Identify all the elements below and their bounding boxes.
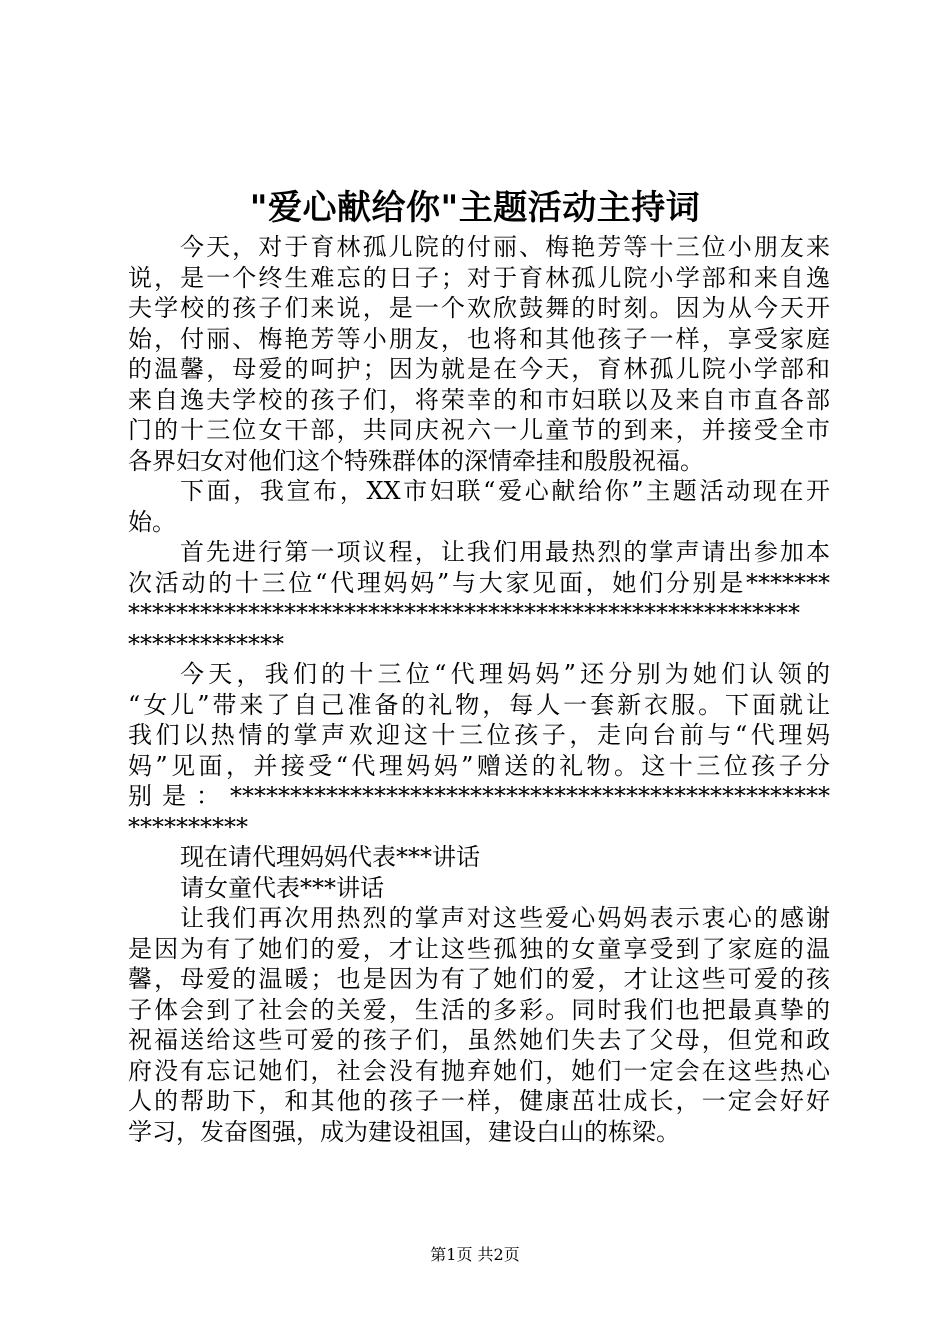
body-line: 馨，母爱的温暖；也是因为有了她们的爱，才让这些可爱的孩 xyxy=(128,965,830,993)
body-line: 祝福送给这些可爱的孩子们，虽然她们失去了父母，但党和政 xyxy=(128,1026,830,1054)
body-line: ******************************************************** xyxy=(128,599,800,627)
body-line: “女儿”带来了自己准备的礼物，每人一套新衣服。下面就让 xyxy=(128,690,830,719)
body-line: 来自逸夫学校的孩子们，将荣幸的和市妇联以及来自市直各部 xyxy=(128,385,830,414)
body-line: 今天，对于育林孤儿院的付丽、梅艳芳等十三位小朋友来 xyxy=(180,233,830,261)
body-line: 别是：************************************************** xyxy=(128,782,830,810)
body-line: 今天，我们的十三位“代理妈妈”还分别为她们认领的 xyxy=(180,660,830,688)
body-line: ********** xyxy=(128,812,248,841)
body-line: 我们以热情的掌声欢迎这十三位孩子，走向台前与“代理妈 xyxy=(128,721,830,749)
body-line: 是因为有了她们的爱，才让这些孤独的女童享受到了家庭的温 xyxy=(128,934,830,963)
body-line: 始。 xyxy=(128,507,176,536)
body-line: ************* xyxy=(128,629,284,658)
document-title: "爱心献给你"主题活动主持词 xyxy=(249,188,701,228)
page-footer: 第1页 共2页 xyxy=(430,1245,520,1264)
body-line: 的温馨，母爱的呵护；因为就是在今天，育林孤儿院小学部和 xyxy=(128,355,830,383)
body-line: 子体会到了社会的关爱，生活的多彩。同时我们也把最真挚的 xyxy=(128,995,830,1024)
body-line: 人的帮助下，和其他的孩子一样，健康茁壮成长，一定会好好 xyxy=(128,1087,830,1115)
body-line: 现在请代理妈妈代表***讲话 xyxy=(180,843,480,871)
body-line: 始，付丽、梅艳芳等小朋友，也将和其他孩子一样，享受家庭 xyxy=(128,324,830,353)
document-body xyxy=(128,232,830,1147)
body-line: 学习，发奋图强，成为建设祖国，建设白山的栋梁。 xyxy=(128,1117,680,1146)
body-line: 夫学校的孩子们来说，是一个欢欣鼓舞的时刻。因为从今天开 xyxy=(128,294,830,322)
body-line: 府没有忘记她们，社会没有抛弃她们，她们一定会在这些热心 xyxy=(128,1056,830,1085)
body-line: 下面，我宣布，XX市妇联“爱心献给你”主题活动现在开 xyxy=(180,477,830,505)
body-line: 各界妇女对他们这个特殊群体的深情牵挂和殷殷祝福。 xyxy=(128,446,704,475)
body-line: 妈”见面，并接受“代理妈妈”赠送的礼物。这十三位孩子分 xyxy=(128,751,830,780)
body-line: 说，是一个终生难忘的日子；对于育林孤儿院小学部和来自逸 xyxy=(128,263,830,292)
body-line: 首先进行第一项议程，让我们用最热烈的掌声请出参加本 xyxy=(180,538,830,566)
body-line: 门的十三位女干部，共同庆祝六一儿童节的到来，并接受全市 xyxy=(128,416,830,444)
body-line: 让我们再次用热烈的掌声对这些爱心妈妈表示衷心的感谢 xyxy=(180,904,830,932)
body-line: 次活动的十三位“代理妈妈”与大家见面，她们分别是******* xyxy=(128,568,830,597)
body-line: 请女童代表***讲话 xyxy=(180,873,384,902)
